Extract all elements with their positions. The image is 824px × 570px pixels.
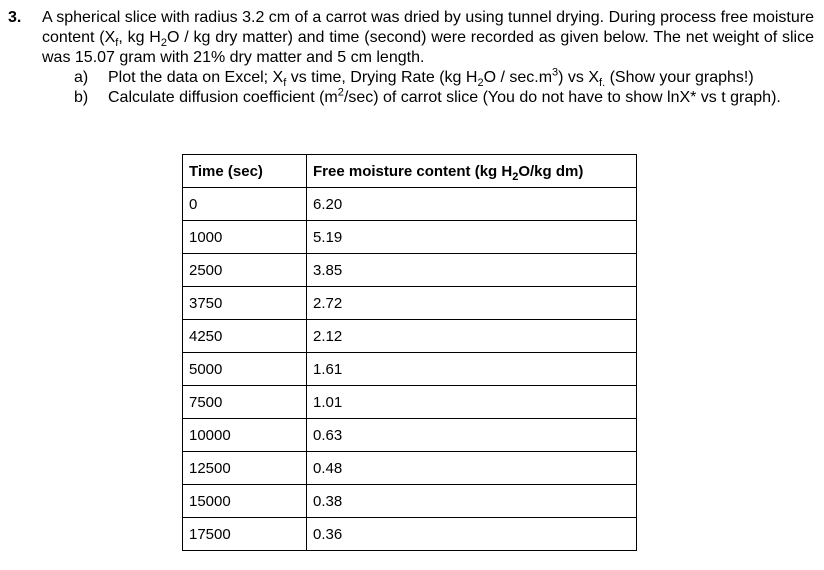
- part-a-text: [108, 68, 814, 88]
- moisture-cell: 0.63: [307, 419, 637, 452]
- table-row: [183, 452, 637, 485]
- header-moisture-text-2: O/kg dm): [518, 162, 584, 180]
- time-cell: 7500: [183, 386, 307, 419]
- part-b-sup-1: 2: [337, 86, 344, 99]
- part-a-sub-3: f.: [599, 77, 606, 90]
- time-cell: 15000: [183, 485, 307, 518]
- part-b-text-1: Calculate diffusion coefficient (m: [108, 89, 338, 106]
- question-header: [8, 8, 816, 68]
- part-a-text-2: vs time, Drying Rate (kg H: [286, 69, 478, 86]
- moisture-cell: 0.36: [307, 518, 637, 551]
- table-row: [183, 254, 637, 287]
- table-row: [183, 320, 637, 353]
- time-cell: 12500: [183, 452, 307, 485]
- time-cell: 10000: [183, 419, 307, 452]
- part-a-sub-1: f: [283, 77, 287, 90]
- table-row: [183, 221, 637, 254]
- question-number: 3.: [8, 9, 22, 26]
- time-cell: 5000: [183, 353, 307, 386]
- table-row: [183, 386, 637, 419]
- part-a-text-5: (Show your graphs!): [605, 69, 754, 86]
- moisture-cell: 5.19: [307, 221, 637, 254]
- header-moisture-sub: 2: [512, 170, 519, 183]
- table-header-row: [183, 155, 637, 188]
- time-cell: 17500: [183, 518, 307, 551]
- moisture-cell: 0.38: [307, 485, 637, 518]
- moisture-cell: 2.72: [307, 287, 637, 320]
- part-a-text-3: O / sec.m: [483, 69, 553, 86]
- header-moisture: [307, 155, 637, 188]
- moisture-cell: 0.48: [307, 452, 637, 485]
- part-b: [74, 88, 816, 108]
- time-cell: 3750: [183, 287, 307, 320]
- time-cell: 4250: [183, 320, 307, 353]
- intro-text-3: O / kg dry matter) and time (second) were recorded as given below. The net weight of slice was 15.07 gram with 21% dry matter and 5 cm length.: [42, 29, 814, 66]
- question-intro: [42, 8, 814, 68]
- part-b-text: [108, 88, 814, 108]
- intro-sub-2: 2: [160, 37, 167, 50]
- header-moisture-text-1: Free moisture content (kg H: [313, 162, 513, 180]
- table-row: [183, 353, 637, 386]
- intro-text-1: A spherical slice with radius 3.2 cm of a carrot was dried by using tunnel drying. During process free moisture content (X: [42, 9, 814, 46]
- moisture-cell: 2.12: [307, 320, 637, 353]
- part-a-sub-2: 2: [477, 77, 484, 90]
- moisture-cell: 1.01: [307, 386, 637, 419]
- drying-data-table: [182, 154, 637, 551]
- moisture-cell: 1.61: [307, 353, 637, 386]
- header-time: Time (sec): [183, 155, 307, 188]
- table-row: [183, 419, 637, 452]
- question-block: [8, 8, 816, 108]
- part-a-sup-1: 3: [552, 66, 559, 79]
- intro-sub-1: f: [115, 37, 119, 50]
- question-parts: [74, 68, 816, 108]
- part-a-text-4: ) vs X: [558, 69, 600, 86]
- part-a-label: a): [74, 69, 89, 86]
- table-row: [183, 518, 637, 551]
- time-cell: 0: [183, 188, 307, 221]
- part-a: [74, 68, 816, 88]
- part-b-label: b): [74, 89, 89, 106]
- part-a-text-1: Plot the data on Excel; X: [108, 69, 284, 86]
- table-row: [183, 287, 637, 320]
- table-row: [183, 485, 637, 518]
- moisture-cell: 6.20: [307, 188, 637, 221]
- time-cell: 2500: [183, 254, 307, 287]
- moisture-cell: 3.85: [307, 254, 637, 287]
- table-row: [183, 188, 637, 221]
- part-b-text-2: /sec) of carrot slice (You do not have to show lnX* vs t graph).: [343, 89, 781, 106]
- intro-text-2: , kg H: [118, 29, 161, 46]
- time-cell: 1000: [183, 221, 307, 254]
